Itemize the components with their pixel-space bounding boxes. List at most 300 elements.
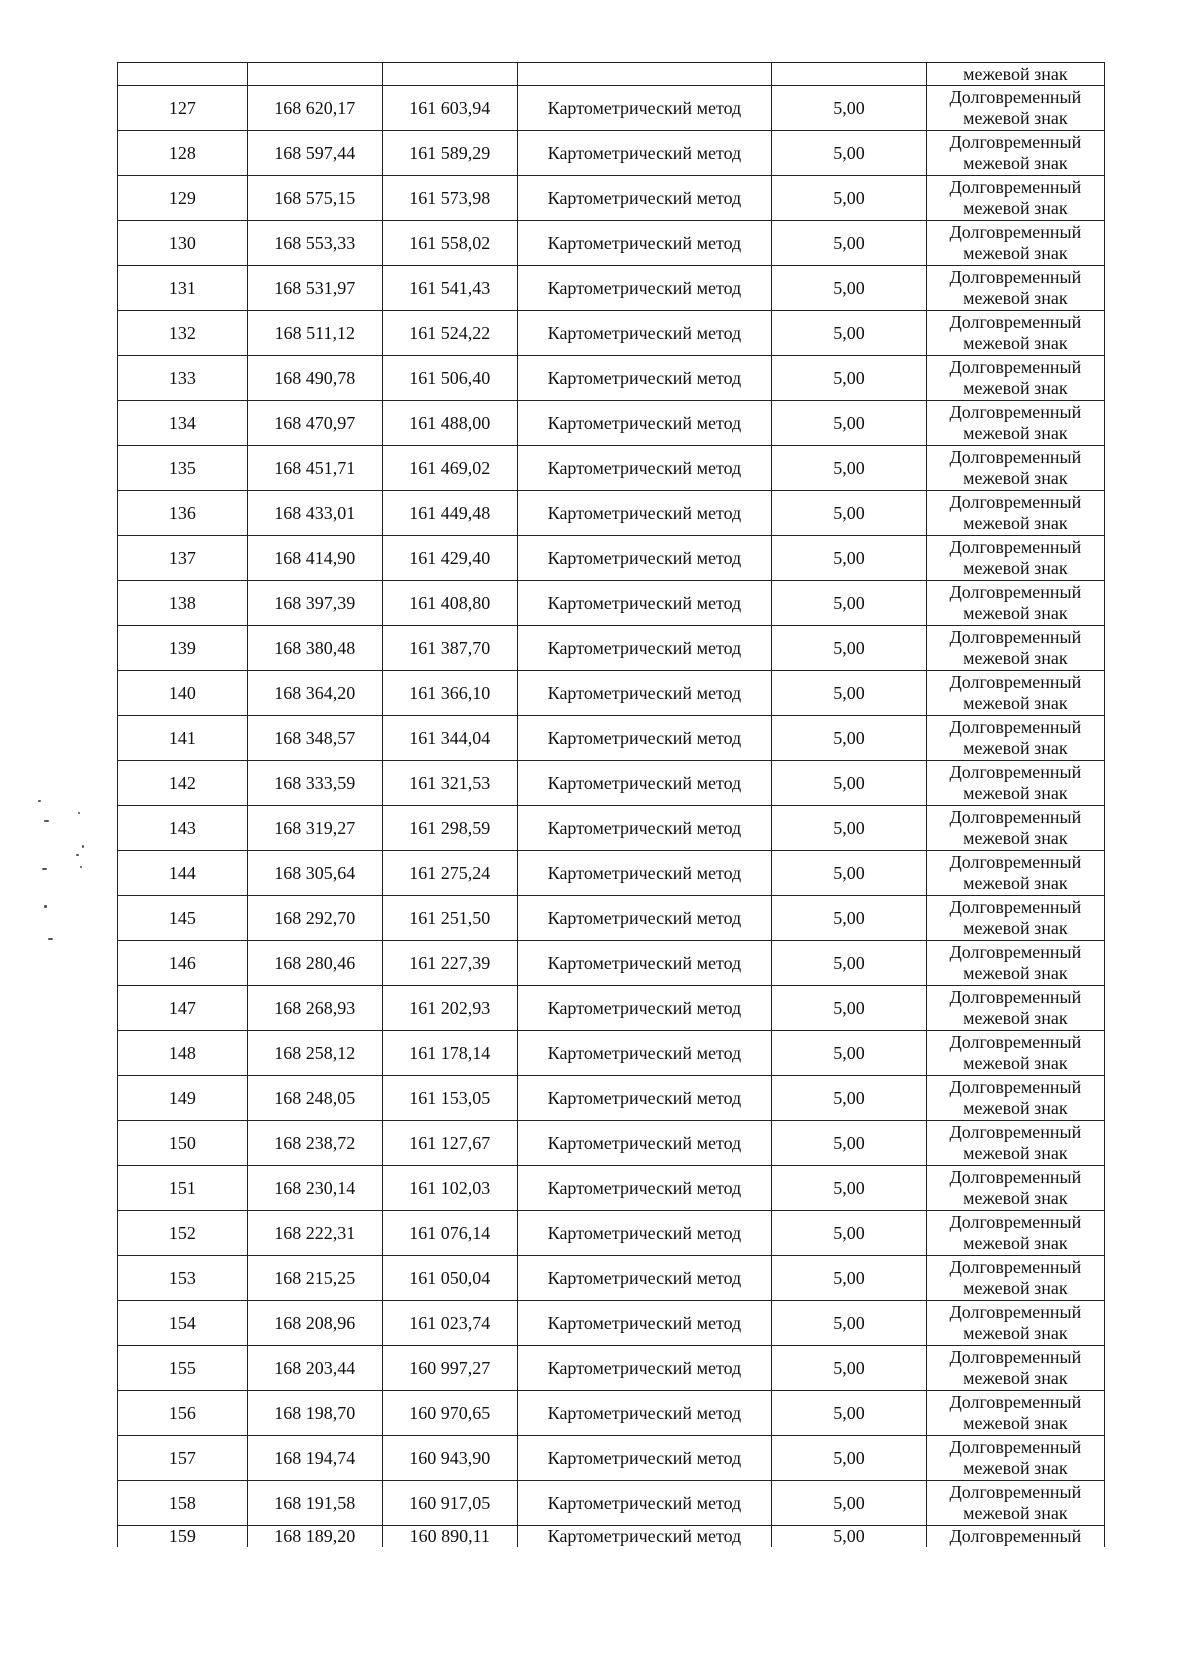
mark-description-cell (926, 851, 1104, 896)
point-number-cell: 153 (118, 1256, 248, 1301)
method-cell: Картометрический метод (517, 896, 771, 941)
x-coordinate-cell: 168 575,15 (247, 176, 382, 221)
mark-description-line2: межевой знак (963, 558, 1068, 578)
accuracy-cell: 5,00 (772, 1481, 927, 1526)
table-row (118, 671, 1105, 716)
table-row (118, 1391, 1105, 1436)
mark-description-cell (926, 311, 1104, 356)
y-coordinate-cell: 160 890,11 (382, 1526, 517, 1548)
table-row (118, 1076, 1105, 1121)
accuracy-cell: 5,00 (772, 356, 927, 401)
mark-description-line1: Долговременный (949, 1212, 1082, 1232)
x-coordinate-cell: 168 333,59 (247, 761, 382, 806)
x-coordinate-cell: 168 292,70 (247, 896, 382, 941)
accuracy-cell: 5,00 (772, 86, 927, 131)
point-number-cell: 141 (118, 716, 248, 761)
accuracy-cell: 5,00 (772, 941, 927, 986)
table-row (118, 1526, 1105, 1548)
point-number-cell: 140 (118, 671, 248, 716)
method-cell: Картометрический метод (517, 626, 771, 671)
point-number-cell: 143 (118, 806, 248, 851)
x-coordinate-cell: 168 531,97 (247, 266, 382, 311)
table-row (118, 896, 1105, 941)
accuracy-cell: 5,00 (772, 131, 927, 176)
mark-description-line1: Долговременный (949, 582, 1082, 602)
mark-description-line1: Долговременный (949, 222, 1082, 242)
table-row (118, 626, 1105, 671)
accuracy-cell: 5,00 (772, 1031, 927, 1076)
table-row (118, 401, 1105, 446)
table-row (118, 1256, 1105, 1301)
y-coordinate-cell: 161 469,02 (382, 446, 517, 491)
mark-description-cell (926, 1031, 1104, 1076)
mark-description-cell (926, 356, 1104, 401)
table-row (118, 356, 1105, 401)
y-coordinate-cell: 161 127,67 (382, 1121, 517, 1166)
mark-description-line1: Долговременный (949, 312, 1082, 332)
point-number-cell: 127 (118, 86, 248, 131)
point-number-cell: 155 (118, 1346, 248, 1391)
method-cell: Картометрический метод (517, 266, 771, 311)
mark-description-cell (926, 63, 1104, 86)
mark-description-line1: Долговременный (949, 267, 1082, 287)
mark-description-cell (926, 491, 1104, 536)
mark-description-line1: Долговременный (949, 357, 1082, 377)
y-coordinate-cell: 161 603,94 (382, 86, 517, 131)
accuracy-cell: 5,00 (772, 536, 927, 581)
x-coordinate-cell: 168 238,72 (247, 1121, 382, 1166)
method-cell: Картометрический метод (517, 401, 771, 446)
mark-description-cell (926, 401, 1104, 446)
method-cell: Картометрический метод (517, 941, 771, 986)
mark-description-line1: Долговременный (949, 942, 1082, 962)
mark-description-cell (926, 176, 1104, 221)
y-coordinate-cell: 161 488,00 (382, 401, 517, 446)
mark-description-line1: Долговременный (949, 762, 1082, 782)
mark-description-cell (926, 941, 1104, 986)
mark-description-cell (926, 446, 1104, 491)
accuracy-cell: 5,00 (772, 446, 927, 491)
y-coordinate-cell: 161 387,70 (382, 626, 517, 671)
x-coordinate-cell: 168 189,20 (247, 1526, 382, 1548)
table-row (118, 176, 1105, 221)
mark-description-line1: Долговременный (949, 987, 1082, 1007)
mark-description-line2: межевой знак (963, 873, 1068, 893)
point-number-cell: 150 (118, 1121, 248, 1166)
mark-description-cell (926, 806, 1104, 851)
y-coordinate-cell: 161 449,48 (382, 491, 517, 536)
point-number-cell: 128 (118, 131, 248, 176)
method-cell: Картометрический метод (517, 176, 771, 221)
mark-description-line2: межевой знак (963, 1413, 1068, 1433)
mark-description-line1: Долговременный (949, 1437, 1082, 1457)
y-coordinate-cell: 161 573,98 (382, 176, 517, 221)
mark-description-line2: межевой знак (963, 288, 1068, 308)
mark-description-line2: межевой знак (963, 738, 1068, 758)
scan-specks (30, 770, 100, 1000)
method-cell (517, 63, 771, 86)
accuracy-cell: 5,00 (772, 1076, 927, 1121)
mark-description-cell (926, 716, 1104, 761)
y-coordinate-cell: 161 408,80 (382, 581, 517, 626)
mark-description-cell (926, 671, 1104, 716)
x-coordinate-cell: 168 620,17 (247, 86, 382, 131)
x-coordinate-cell: 168 222,31 (247, 1211, 382, 1256)
y-coordinate-cell: 161 298,59 (382, 806, 517, 851)
point-number-cell: 134 (118, 401, 248, 446)
table-row (118, 806, 1105, 851)
mark-description-line1: Долговременный (949, 1122, 1082, 1142)
y-coordinate-cell: 161 429,40 (382, 536, 517, 581)
accuracy-cell (772, 63, 927, 86)
mark-description-cell (926, 1301, 1104, 1346)
point-number-cell: 152 (118, 1211, 248, 1256)
point-number-cell: 139 (118, 626, 248, 671)
mark-description-line2: межевой знак (963, 423, 1068, 443)
point-number-cell: 135 (118, 446, 248, 491)
mark-description-line2: межевой знак (963, 828, 1068, 848)
x-coordinate-cell: 168 490,78 (247, 356, 382, 401)
point-number-cell: 157 (118, 1436, 248, 1481)
x-coordinate-cell: 168 268,93 (247, 986, 382, 1031)
point-number-cell: 151 (118, 1166, 248, 1211)
accuracy-cell: 5,00 (772, 1121, 927, 1166)
table-row (118, 761, 1105, 806)
mark-description-line1: Долговременный (949, 1257, 1082, 1277)
mark-description-line2: межевой знак (963, 1278, 1068, 1298)
method-cell: Картометрический метод (517, 1031, 771, 1076)
x-coordinate-cell: 168 280,46 (247, 941, 382, 986)
mark-description-line1: Долговременный (949, 132, 1082, 152)
method-cell: Картометрический метод (517, 581, 771, 626)
mark-description-line2: межевой знак (963, 64, 1068, 84)
mark-description-cell (926, 761, 1104, 806)
mark-description-line1: Долговременный (949, 492, 1082, 512)
accuracy-cell: 5,00 (772, 671, 927, 716)
mark-description-line1: Долговременный (949, 87, 1082, 107)
mark-description-line1: Долговременный (949, 1167, 1082, 1187)
accuracy-cell: 5,00 (772, 1256, 927, 1301)
y-coordinate-cell: 161 251,50 (382, 896, 517, 941)
mark-description-line2: межевой знак (963, 153, 1068, 173)
method-cell: Картометрический метод (517, 311, 771, 356)
y-coordinate-cell: 161 153,05 (382, 1076, 517, 1121)
mark-description-line1: Долговременный (949, 1392, 1082, 1412)
x-coordinate-cell: 168 553,33 (247, 221, 382, 266)
mark-description-cell (926, 131, 1104, 176)
mark-description-line2: межевой знак (963, 1233, 1068, 1253)
accuracy-cell: 5,00 (772, 221, 927, 266)
mark-description-line1: Долговременный (949, 1482, 1082, 1502)
table-row (118, 491, 1105, 536)
point-number-cell: 159 (118, 1526, 248, 1548)
method-cell: Картометрический метод (517, 806, 771, 851)
method-cell: Картометрический метод (517, 491, 771, 536)
method-cell: Картометрический метод (517, 221, 771, 266)
accuracy-cell: 5,00 (772, 176, 927, 221)
mark-description-cell (926, 1436, 1104, 1481)
accuracy-cell: 5,00 (772, 1436, 927, 1481)
mark-description-line2: межевой знак (963, 333, 1068, 353)
table-row (118, 1031, 1105, 1076)
mark-description-cell (926, 581, 1104, 626)
y-coordinate-cell: 161 202,93 (382, 986, 517, 1031)
accuracy-cell: 5,00 (772, 1526, 927, 1548)
mark-description-line2: межевой знак (963, 963, 1068, 983)
mark-description-line2: межевой знак (963, 1053, 1068, 1073)
method-cell: Картометрический метод (517, 131, 771, 176)
y-coordinate-cell: 161 227,39 (382, 941, 517, 986)
method-cell: Картометрический метод (517, 1076, 771, 1121)
y-coordinate-cell: 160 917,05 (382, 1481, 517, 1526)
coordinates-table (117, 62, 1105, 1547)
mark-description-line2: межевой знак (963, 513, 1068, 533)
y-coordinate-cell: 161 050,04 (382, 1256, 517, 1301)
method-cell: Картометрический метод (517, 1346, 771, 1391)
mark-description-line1: Долговременный (949, 852, 1082, 872)
x-coordinate-cell: 168 319,27 (247, 806, 382, 851)
point-number-cell (118, 63, 248, 86)
y-coordinate-cell: 161 558,02 (382, 221, 517, 266)
method-cell: Картометрический метод (517, 986, 771, 1031)
table-row (118, 446, 1105, 491)
mark-description-line2: межевой знак (963, 108, 1068, 128)
mark-description-cell (926, 221, 1104, 266)
table-row (118, 716, 1105, 761)
x-coordinate-cell: 168 597,44 (247, 131, 382, 176)
method-cell: Картометрический метод (517, 536, 771, 581)
mark-description-line1: Долговременный (949, 1032, 1082, 1052)
x-coordinate-cell: 168 397,39 (247, 581, 382, 626)
accuracy-cell: 5,00 (772, 761, 927, 806)
table-row (118, 266, 1105, 311)
x-coordinate-cell: 168 414,90 (247, 536, 382, 581)
point-number-cell: 132 (118, 311, 248, 356)
point-number-cell: 147 (118, 986, 248, 1031)
table-row (118, 581, 1105, 626)
y-coordinate-cell: 160 970,65 (382, 1391, 517, 1436)
mark-description-cell (926, 1076, 1104, 1121)
point-number-cell: 148 (118, 1031, 248, 1076)
method-cell: Картометрический метод (517, 1256, 771, 1301)
mark-description-line2: межевой знак (963, 1008, 1068, 1028)
method-cell: Картометрический метод (517, 851, 771, 896)
method-cell: Картометрический метод (517, 1211, 771, 1256)
accuracy-cell: 5,00 (772, 311, 927, 356)
y-coordinate-cell: 161 541,43 (382, 266, 517, 311)
mark-description-cell (926, 1391, 1104, 1436)
coordinates-table-body (118, 63, 1105, 1548)
mark-description-line2: межевой знак (963, 198, 1068, 218)
accuracy-cell: 5,00 (772, 1391, 927, 1436)
point-number-cell: 133 (118, 356, 248, 401)
mark-description-line1: Долговременный (949, 1302, 1082, 1322)
accuracy-cell: 5,00 (772, 581, 927, 626)
method-cell: Картометрический метод (517, 671, 771, 716)
mark-description-line1: Долговременный (949, 1077, 1082, 1097)
mark-description-line2: межевой знак (963, 1458, 1068, 1478)
method-cell: Картометрический метод (517, 716, 771, 761)
point-number-cell: 131 (118, 266, 248, 311)
x-coordinate-cell: 168 364,20 (247, 671, 382, 716)
y-coordinate-cell: 161 366,10 (382, 671, 517, 716)
x-coordinate-cell: 168 348,57 (247, 716, 382, 761)
accuracy-cell: 5,00 (772, 806, 927, 851)
x-coordinate-cell: 168 380,48 (247, 626, 382, 671)
mark-description-cell (926, 1211, 1104, 1256)
mark-description-line2: межевой знак (963, 1143, 1068, 1163)
mark-description-cell (926, 896, 1104, 941)
mark-description-line1: Долговременный (949, 672, 1082, 692)
accuracy-cell: 5,00 (772, 401, 927, 446)
y-coordinate-cell: 161 344,04 (382, 716, 517, 761)
mark-description-line2: межевой знак (963, 243, 1068, 263)
accuracy-cell: 5,00 (772, 491, 927, 536)
table-row (118, 86, 1105, 131)
mark-description-line2: межевой знак (963, 648, 1068, 668)
mark-description-line1: Долговременный (949, 897, 1082, 917)
method-cell: Картометрический метод (517, 446, 771, 491)
mark-description-line1: Долговременный (949, 1347, 1082, 1367)
table-row (118, 536, 1105, 581)
x-coordinate-cell: 168 191,58 (247, 1481, 382, 1526)
mark-description-cell (926, 86, 1104, 131)
x-coordinate-cell: 168 258,12 (247, 1031, 382, 1076)
table-row (118, 1481, 1105, 1526)
mark-description-line2: межевой знак (963, 1323, 1068, 1343)
mark-description-cell (926, 266, 1104, 311)
point-number-cell: 137 (118, 536, 248, 581)
point-number-cell: 146 (118, 941, 248, 986)
point-number-cell: 129 (118, 176, 248, 221)
method-cell: Картометрический метод (517, 86, 771, 131)
point-number-cell: 130 (118, 221, 248, 266)
method-cell: Картометрический метод (517, 1481, 771, 1526)
point-number-cell: 149 (118, 1076, 248, 1121)
method-cell: Картометрический метод (517, 356, 771, 401)
table-row (118, 1346, 1105, 1391)
method-cell: Картометрический метод (517, 1391, 771, 1436)
y-coordinate-cell: 161 321,53 (382, 761, 517, 806)
table-row (118, 311, 1105, 356)
mark-description-cell (926, 1256, 1104, 1301)
mark-description-line1: Долговременный (949, 537, 1082, 557)
mark-description-line2: межевой знак (963, 918, 1068, 938)
point-number-cell: 136 (118, 491, 248, 536)
point-number-cell: 156 (118, 1391, 248, 1436)
y-coordinate-cell: 160 943,90 (382, 1436, 517, 1481)
point-number-cell: 138 (118, 581, 248, 626)
x-coordinate-cell: 168 198,70 (247, 1391, 382, 1436)
x-coordinate-cell: 168 433,01 (247, 491, 382, 536)
y-coordinate-cell: 161 275,24 (382, 851, 517, 896)
mark-description-line2: межевой знак (963, 468, 1068, 488)
y-coordinate-cell: 160 997,27 (382, 1346, 517, 1391)
table-row (118, 1436, 1105, 1481)
accuracy-cell: 5,00 (772, 1166, 927, 1211)
accuracy-cell: 5,00 (772, 266, 927, 311)
table-row (118, 221, 1105, 266)
accuracy-cell: 5,00 (772, 716, 927, 761)
mark-description-line1: Долговременный (949, 402, 1082, 422)
point-number-cell: 142 (118, 761, 248, 806)
x-coordinate-cell: 168 470,97 (247, 401, 382, 446)
table-row (118, 131, 1105, 176)
mark-description-line2: межевой знак (963, 1368, 1068, 1388)
method-cell: Картометрический метод (517, 761, 771, 806)
mark-description-cell (926, 1346, 1104, 1391)
method-cell: Картометрический метод (517, 1526, 771, 1548)
x-coordinate-cell: 168 230,14 (247, 1166, 382, 1211)
method-cell: Картометрический метод (517, 1301, 771, 1346)
mark-description-cell (926, 1481, 1104, 1526)
table-row (118, 63, 1105, 86)
point-number-cell: 158 (118, 1481, 248, 1526)
mark-description-cell (926, 1526, 1104, 1548)
table-row (118, 1301, 1105, 1346)
mark-description-cell (926, 1166, 1104, 1211)
x-coordinate-cell: 168 248,05 (247, 1076, 382, 1121)
x-coordinate-cell (247, 63, 382, 86)
method-cell: Картометрический метод (517, 1121, 771, 1166)
mark-description-line1: Долговременный (949, 447, 1082, 467)
x-coordinate-cell: 168 305,64 (247, 851, 382, 896)
table-row (118, 851, 1105, 896)
accuracy-cell: 5,00 (772, 626, 927, 671)
table-row (118, 1166, 1105, 1211)
mark-description-line1: Долговременный (949, 807, 1082, 827)
mark-description-line1: Долговременный (949, 1526, 1082, 1546)
y-coordinate-cell: 161 023,74 (382, 1301, 517, 1346)
mark-description-line2: межевой знак (963, 378, 1068, 398)
mark-description-line2: межевой знак (963, 1188, 1068, 1208)
y-coordinate-cell: 161 589,29 (382, 131, 517, 176)
accuracy-cell: 5,00 (772, 1301, 927, 1346)
point-number-cell: 154 (118, 1301, 248, 1346)
mark-description-line2: межевой знак (963, 603, 1068, 623)
mark-description-line2: межевой знак (963, 1503, 1068, 1523)
y-coordinate-cell: 161 076,14 (382, 1211, 517, 1256)
y-coordinate-cell: 161 178,14 (382, 1031, 517, 1076)
accuracy-cell: 5,00 (772, 896, 927, 941)
method-cell: Картометрический метод (517, 1436, 771, 1481)
mark-description-line1: Долговременный (949, 177, 1082, 197)
mark-description-line2: межевой знак (963, 783, 1068, 803)
table-row (118, 1211, 1105, 1256)
table-row (118, 1121, 1105, 1166)
point-number-cell: 144 (118, 851, 248, 896)
x-coordinate-cell: 168 194,74 (247, 1436, 382, 1481)
mark-description-cell (926, 986, 1104, 1031)
mark-description-line2: межевой знак (963, 693, 1068, 713)
y-coordinate-cell: 161 506,40 (382, 356, 517, 401)
x-coordinate-cell: 168 203,44 (247, 1346, 382, 1391)
y-coordinate-cell: 161 102,03 (382, 1166, 517, 1211)
method-cell: Картометрический метод (517, 1166, 771, 1211)
accuracy-cell: 5,00 (772, 1346, 927, 1391)
mark-description-line1: Долговременный (949, 627, 1082, 647)
x-coordinate-cell: 168 511,12 (247, 311, 382, 356)
mark-description-cell (926, 1121, 1104, 1166)
table-row (118, 986, 1105, 1031)
mark-description-line1: Долговременный (949, 717, 1082, 737)
accuracy-cell: 5,00 (772, 851, 927, 896)
mark-description-cell (926, 626, 1104, 671)
y-coordinate-cell (382, 63, 517, 86)
x-coordinate-cell: 168 215,25 (247, 1256, 382, 1301)
accuracy-cell: 5,00 (772, 1211, 927, 1256)
point-number-cell: 145 (118, 896, 248, 941)
